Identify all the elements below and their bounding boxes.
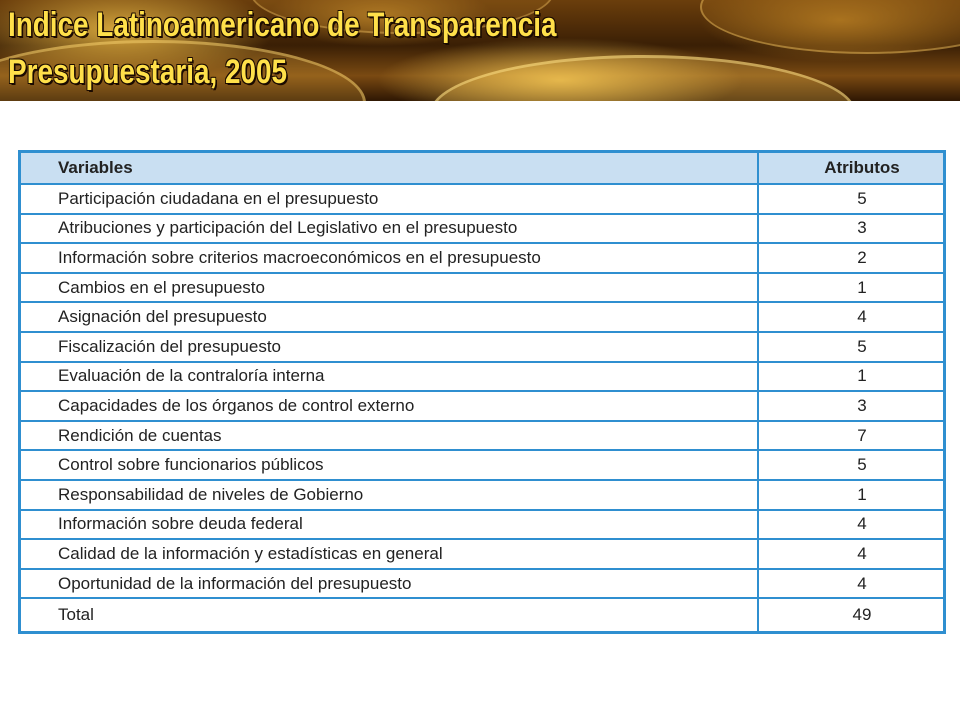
variable-cell: Fiscalización del presupuesto: [20, 332, 759, 362]
total-value-cell: 49: [758, 598, 945, 633]
table-row: [20, 510, 945, 540]
transparency-table: [18, 150, 946, 634]
table-row: [20, 391, 945, 421]
variable-cell: Información sobre deuda federal: [20, 510, 759, 540]
variable-cell: Evaluación de la contraloría interna: [20, 362, 759, 392]
header-banner: [0, 0, 960, 101]
column-header-variables: Variables: [20, 152, 759, 185]
variable-cell: Responsabilidad de niveles de Gobierno: [20, 480, 759, 510]
table-row: [20, 273, 945, 303]
table-row: [20, 214, 945, 244]
atributos-cell: 1: [758, 273, 945, 303]
table-row: [20, 184, 945, 214]
table-row: [20, 569, 945, 599]
table-row: [20, 332, 945, 362]
variable-cell: Control sobre funcionarios públicos: [20, 450, 759, 480]
variable-cell: Oportunidad de la información del presupuesto: [20, 569, 759, 599]
atributos-cell: 4: [758, 510, 945, 540]
atributos-cell: 5: [758, 450, 945, 480]
page-title-line-2: Presupuestaria, 2005: [8, 53, 287, 91]
atributos-cell: 4: [758, 539, 945, 569]
atributos-cell: 5: [758, 184, 945, 214]
variable-cell: Información sobre criterios macroeconómicos en el presupuesto: [20, 243, 759, 273]
atributos-cell: 1: [758, 480, 945, 510]
table-row: [20, 480, 945, 510]
table-row: [20, 539, 945, 569]
atributos-cell: 1: [758, 362, 945, 392]
table-row: [20, 243, 945, 273]
table-header-row: [20, 152, 945, 185]
table-row: [20, 421, 945, 451]
variable-cell: Asignación del presupuesto: [20, 302, 759, 332]
variable-cell: Atribuciones y participación del Legislativo en el presupuesto: [20, 214, 759, 244]
atributos-cell: 3: [758, 214, 945, 244]
atributos-cell: 4: [758, 569, 945, 599]
variable-cell: Calidad de la información y estadísticas en general: [20, 539, 759, 569]
atributos-cell: 5: [758, 332, 945, 362]
total-label-cell: Total: [20, 598, 759, 633]
atributos-cell: 4: [758, 302, 945, 332]
atributos-cell: 2: [758, 243, 945, 273]
atributos-cell: 3: [758, 391, 945, 421]
variable-cell: Rendición de cuentas: [20, 421, 759, 451]
page-title: [8, 2, 746, 96]
column-header-atributos: Atributos: [758, 152, 945, 185]
variable-cell: Capacidades de los órganos de control externo: [20, 391, 759, 421]
atributos-cell: 7: [758, 421, 945, 451]
variable-cell: Participación ciudadana en el presupuesto: [20, 184, 759, 214]
variable-cell: Cambios en el presupuesto: [20, 273, 759, 303]
page-title-line-1: Indice Latinoamericano de Transparencia: [8, 6, 557, 44]
table-row: [20, 450, 945, 480]
table-row: [20, 302, 945, 332]
table-total-row: [20, 598, 945, 633]
table-row: [20, 362, 945, 392]
